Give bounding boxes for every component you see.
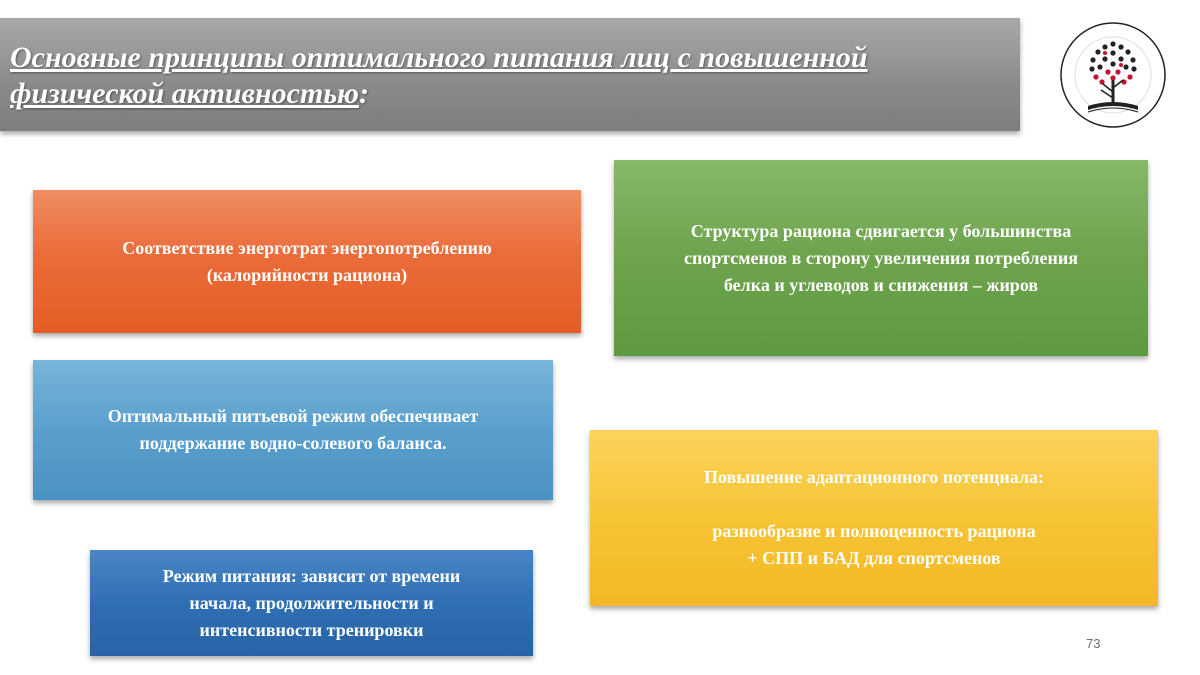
energy-balance-line-1: Соответствие энерготрат энергопотреблению (122, 237, 492, 258)
adaptation-potential-heading: Повышение адаптационного потенциала: (703, 467, 1045, 487)
meal-schedule-line-3: интенсивности тренировки (199, 619, 424, 640)
diet-structure-line-1: Структура рациона сдвигается у большинства (690, 220, 1072, 241)
diet-structure-line-3: белка и углеводов и снижения – жиров (723, 274, 1039, 295)
meal-schedule-line-2: начала, продолжительности и (189, 592, 434, 613)
meal-schedule-line-1: Режим питания: зависит от времени (162, 565, 461, 586)
adaptation-potential-box (590, 430, 1158, 606)
institute-logo (1058, 20, 1168, 130)
energy-balance-box (33, 190, 581, 333)
title-bar (0, 18, 1020, 131)
title-colon: : (358, 77, 369, 110)
title-line-1: Основные принципы оптимального питания лиц с повышенной (10, 41, 868, 74)
drinking-regime-line-2: поддержание водно-солевого баланса. (139, 433, 447, 453)
drinking-regime-box (33, 360, 553, 500)
slide-title (10, 40, 1015, 112)
adaptation-potential-line-1: разнообразие и полноценность рациона (712, 521, 1036, 541)
diet-structure-box (614, 160, 1148, 356)
page-number: 73 (1086, 636, 1101, 651)
adaptation-spacer (704, 491, 1044, 518)
diet-structure-line-2: спортсменов в сторону увеличения потребления (684, 247, 1078, 268)
adaptation-potential-line-2: + СПП и БАД для спортсменов (747, 548, 1001, 568)
meal-schedule-box (90, 550, 533, 656)
energy-balance-line-2: (калорийности рациона) (206, 264, 408, 285)
title-line-2: физической активностью (10, 77, 359, 110)
drinking-regime-line-1: Оптимальный питьевой режим обеспечивает (107, 406, 479, 426)
